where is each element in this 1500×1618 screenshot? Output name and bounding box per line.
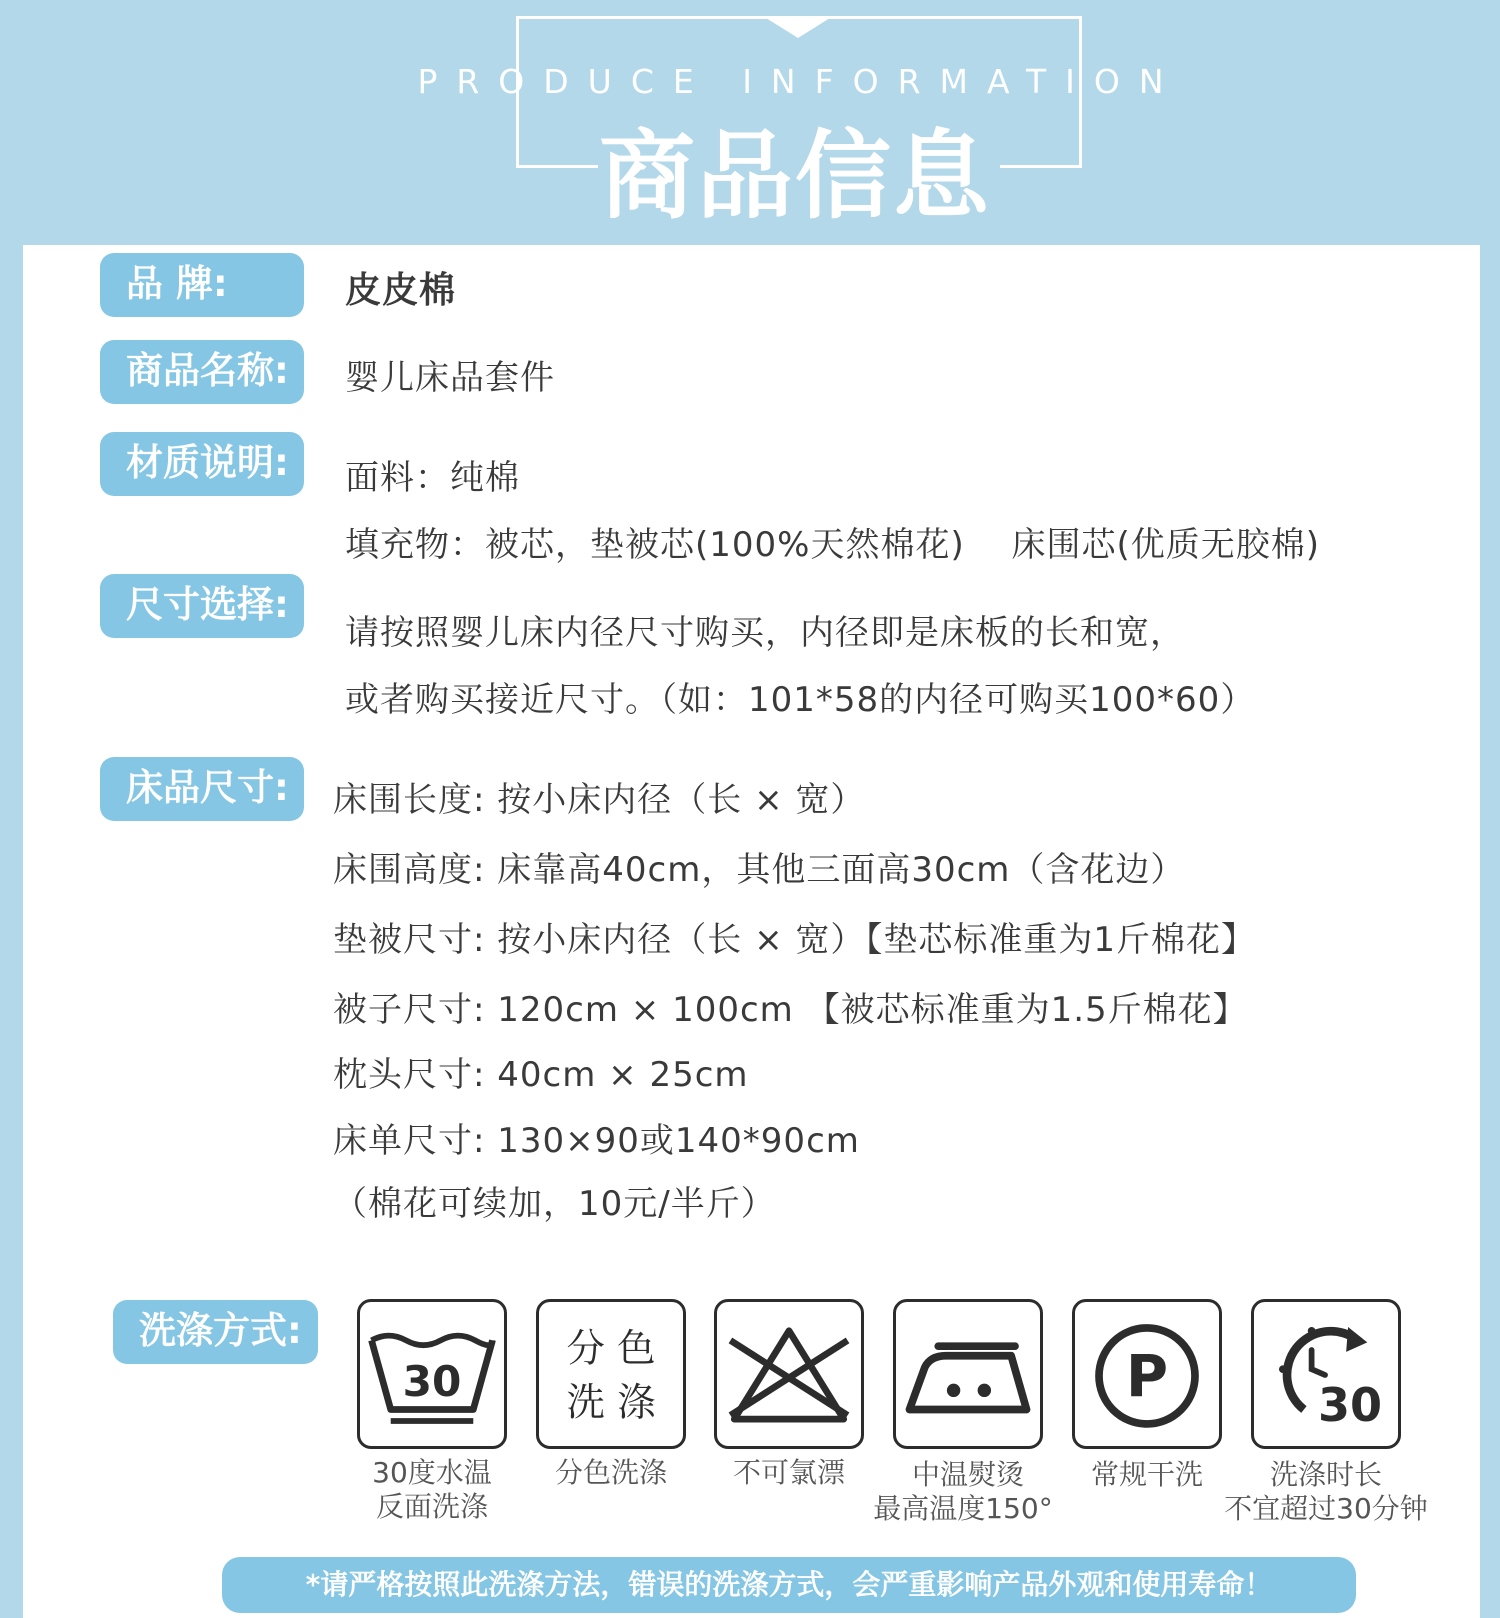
bedding-size-line: 床围长度: 按小床内径（长 × 宽） [333,780,866,820]
dry-clean-p-icon [1072,1299,1222,1449]
wash-time-30-icon [1251,1299,1401,1449]
wash-30-caption: 反面洗涤 [375,1490,488,1523]
frame-line [1000,165,1082,168]
iron-caption: 最高温度150° [873,1492,1053,1525]
material-label: 材质说明: [100,432,304,496]
bedding-size-line: 床单尺寸: 130×90或140*90cm [333,1121,860,1161]
brand-value: 皮皮棉 [345,270,457,311]
bedding-size-line: 枕头尺寸: 40cm × 25cm [333,1055,749,1095]
dry-clean-caption: 常规干洗 [1090,1458,1203,1491]
iron-medium-icon [893,1299,1043,1449]
wash-time-caption: 不宜超过30分钟 [1224,1492,1428,1525]
size-choice-line: 或者购买接近尺寸。（如：101*58的内径可购买100*60） [345,680,1256,720]
bedding-size-label: 床品尺寸: [100,757,304,821]
wash-30-icon [357,1299,507,1449]
separate-color-caption: 分色洗涤 [554,1456,667,1489]
no-bleach-icon [714,1299,864,1449]
product-name-label: 商品名称: [100,340,304,404]
material-line: 面料：纯棉 [345,458,520,498]
iron-caption: 中温熨烫 [911,1458,1024,1491]
brand-label: 品 牌: [100,253,304,317]
wash-time-caption: 洗涤时长 [1269,1458,1382,1491]
product-name-value: 婴儿床品套件 [345,358,555,398]
warning-banner: *请严格按照此洗涤方法，错误的洗涤方式，会严重影响产品外观和使用寿命！ [222,1557,1356,1613]
bedding-size-line: 垫被尺寸: 按小床内径（长 × 宽）【垫芯标准重为1斤棉花】 [333,920,1256,960]
size-choice-label: 尺寸选择: [100,574,304,638]
washing-label: 洗涤方式: [113,1300,318,1364]
dry-clean-letter: P [1125,1343,1169,1411]
wash-temp-text: 30 [402,1357,462,1407]
no-bleach-caption: 不可氯漂 [732,1456,845,1489]
header-subtitle: PRODUCE INFORMATION [417,62,1183,101]
size-choice-line: 请按照婴儿床内径尺寸购买，内径即是床板的长和宽， [345,613,1185,653]
header-banner [0,0,1500,245]
separate-color-text: 分 色 [566,1326,656,1372]
bedding-size-line: 被子尺寸: 120cm × 100cm 【被芯标准重为1.5斤棉花】 [333,990,1248,1030]
bedding-size-line: 床围高度: 床靠高40cm，其他三面高30cm（含花边） [333,850,1186,890]
wash-time-text: 30 [1317,1378,1383,1433]
frame-line [516,165,598,168]
wash-30-caption: 30度水温 [372,1456,492,1489]
bedding-size-line: （棉花可续加，10元/半斤） [333,1184,776,1224]
material-line: 填充物：被芯，垫被芯(100%天然棉花) 床围芯(优质无胶棉) [345,525,1321,565]
page-title: 商品信息 [599,120,991,232]
separate-color-text: 洗 涤 [566,1380,656,1426]
chevron-down-icon [766,18,830,38]
separate-color-icon [536,1299,686,1449]
